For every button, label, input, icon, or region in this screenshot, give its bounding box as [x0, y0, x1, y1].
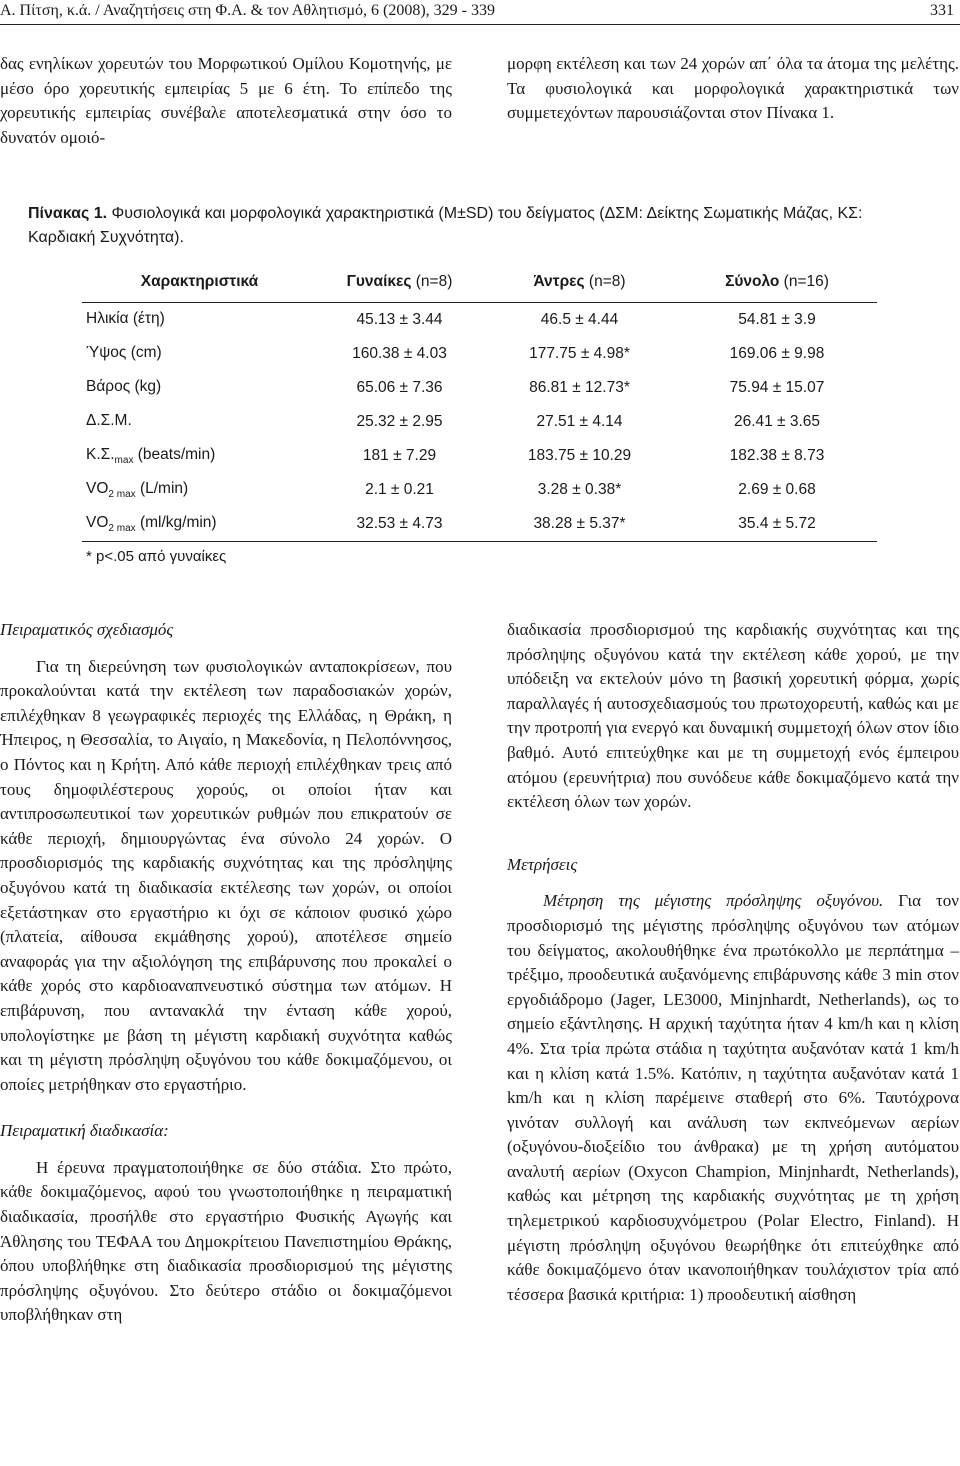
cell-total: 182.38 ± 8.73: [729, 447, 825, 464]
cell-women: 45.13 ± 3.44: [356, 311, 443, 328]
running-header: [0, 0, 960, 24]
table-row: [82, 371, 877, 405]
row-label: $VO_{2 max}$ (ml/kg/min): [82, 507, 317, 542]
procedure-paragraph: Η έρευνα πραγματοποιήθηκε σε δύο στάδια. Στο πρώτο, κάθε δοκιμαζόμενος, αφού του γνωστοποιήθηκε η πειραματική διαδικασία, προσήλθε στο εργαστήριο Φυσικής Αγωγής και Άθλησης του ΤΕΦΑΑ του Δημοκρίτειου Πανεπιστημίου Θράκης, όπου υποβλήθηκε στη διαδικασία προσδιορισμού της μέγιστης πρόσληψης οξυγόνου. Στο δεύτερο στάδιο οι δοκιμαζόμενοι υποβλήθηκαν στη: [0, 1157, 452, 1325]
row-label: Βάρος (kg): [86, 377, 162, 395]
cell-men: 46.5 ± 4.44: [540, 311, 619, 328]
table-caption: [28, 202, 933, 250]
cell-total: 169.06 ± 9.98: [729, 345, 825, 362]
table-header-row: [82, 262, 877, 303]
cell-total: 75.94 ± 15.07: [729, 379, 825, 396]
cell-men: 38.28 ± 5.37*: [482, 507, 677, 542]
table-row: [82, 303, 877, 338]
cell-total: 2.69 ± 0.68: [738, 481, 816, 498]
table-caption-label: Πίνακας 1.: [28, 205, 108, 222]
table-footnote: * p<.05 από γυναίκες: [86, 548, 227, 565]
procedure-continued-paragraph: διαδικασία προσδιορισμού της καρδιακής συχνότητας και της πρόσληψης οξυγόνου κατά την εκτέλεση κάθε χορού, με την υπόδειξη να εκτελούν μόνο τη βασική χορευτική φόρμα, χωρίς παραλλαγές ή αυτοσχεδιασμούς του πρωτοχορευτή, καθώς και με την προτροπή για ενεργό και δυναμική συμμετοχή όλων στον ίδιο βαθμό. Αυτό επιτεύχθηκε και με τη συμμετοχή ενός έμπειρου ατόμου (ερευνήτρια) που συνόδευε κάθε δοκιμαζόμενο κατά την εκτέλεση όλων των χορών.: [507, 620, 959, 812]
cell-men: 183.75 ± 10.29: [527, 447, 632, 464]
running-title: Α. Πίτση, κ.ά. / Αναζητήσεις στη Φ.Α. & τον Αθλητισμό, 6 (2008), 329 - 339: [0, 2, 495, 19]
design-paragraph: Για τη διερεύνηση των φυσιολογικών ανταποκρίσεων, που προκαλούνται κατά την εκτέλεση των παραδοσιακών χορών, επιλέχθηκαν 8 γεωγραφικές περιοχές της Ελλάδας, η Θράκη, η Ήπειρος, η Θεσσαλία, το Αιγαίο, η Μακεδονία, η Πελοπόννησος, ο Πόντος και η Κρήτη. Από κάθε περιοχή επιλέχθηκαν τρεις από τους δημοφιλέστερους χορούς, οι οποίοι ήταν και αντιπροσωπευτικοί των χορευτικών ρυθμών που επικρατούν σε κάθε περιοχή, δημιουργώντας ένα σύνολο 24 χορών. Ο προσδιορισμός της καρδιακής συχνότητας και της πρόσληψης οξυγόνου κατά τη διαδικασία εκτέλεσης των χορών, οι οποίοι εξετάστηκαν στο εργαστήριο κι όχι σε κάποιον φυσικό χώρο (πλατεία, αίθουσα εκμάθησης χορού), αποτέλεσε σημείο αναφοράς για την αξιολόγηση της επιβάρυνσης που προκαλεί ο κάθε χορός στο καρδιοαναπνευστικό σύστημα των ατόμων. Η επιβάρυνση, που αντανακλά την ένταση κάθε χορού, υπολογίστηκε με βάση τη μέγιστη καρδιακή συχνότητα καθώς και τη μέγιστη πρόσληψη οξυγόνου του κάθε δοκιμαζόμενου, οι οποίες μετρήθηκαν στο εργαστήριο.: [0, 656, 452, 1094]
table-caption-text: Φυσιολογικά και μορφολογικά χαρακτηριστικά (M±SD) του δείγματος (ΔΣΜ: Δείκτης Σωματικής Μάζας, ΚΣ: Καρδιακή Συχνότητα).: [28, 205, 863, 246]
table-row: [82, 473, 877, 507]
section-heading-design: Πειραματικός σχεδιασμός: [0, 620, 174, 639]
spacer: [0, 1097, 452, 1119]
cell-women: 65.06 ± 7.36: [356, 379, 443, 396]
bottom-left-column: [0, 618, 452, 1328]
table-header-cell: Σύνολο (n=16): [677, 262, 877, 303]
row-label: $VO_{2 max}$ (L/min): [86, 479, 189, 501]
cell-women: 32.53 ± 4.73: [317, 507, 482, 542]
row-label: Ηλικία (έτη): [86, 309, 165, 327]
measurement-subheading: Μέτρηση της μέγιστης πρόσληψης οξυγόνου.: [543, 891, 884, 911]
header-rule: [0, 24, 960, 25]
cell-men: 3.28 ± 0.38*: [537, 481, 622, 498]
bottom-right-column: [507, 618, 959, 1307]
row-label: $K.\Sigma._{max}$ (beats/min): [86, 445, 216, 467]
table-header-cell: Άντρες (n=8): [482, 262, 677, 303]
section-heading-measurements: Μετρήσεις: [507, 854, 578, 874]
page-number: 331: [930, 2, 954, 19]
section-heading-procedure: Πειραματική διαδικασία:: [0, 1121, 169, 1141]
top-left-column: [0, 52, 452, 150]
cell-women: 25.32 ± 2.95: [356, 413, 443, 430]
table-row: [82, 405, 877, 439]
cell-total: 26.41 ± 3.65: [733, 413, 821, 430]
cell-men: 86.81 ± 12.73*: [529, 379, 630, 396]
table-row: [82, 439, 877, 473]
measurement-text: Για τον προσδιορισμό της μέγιστης πρόσληψης οξυγόνου των ατόμων του δείγματος, ακολουθήθηκε ένα πρωτόκολλο με περπάτημα – τρέξιμο, προοδευτικά αυξανόμενης επιβάρυνσης κάθε 3 min στον εργοδιάδρομο (Jager, LE3000, Minjnhardt, Netherlands), ως το σημείο εξάντλησης. Η αρχική ταχύτητα ήταν 4 km/h και η κλίση 4%. Στα τρία πρώτα στάδια η ταχύτητα αυξανόταν κατά 1 km/h και η κλίση κατά 1.5%. Κατόπιν, η ταχύτητα αυξανόταν κατά 1 km/h και η κλίση παρέμεινε σταθερή στο 6%. Ταυτόχρονα γινόταν συλλογή και ανάλυση των εκπνεόμενων αερίων (οξυγόνου-διοξείδιο του άνθρακα) με τη χρήση αυτόματου αναλυτή αερίων (Oxycon Champion, Minjnhardt, Netherlands), καθώς και μέτρηση της καρδιακής συχνότητας με τη χρήση τηλεμετρικού καρδιοσυχνόμετρου (Polar Electro, Finland). Η μέγιστη πρόσληψη οξυγόνου θεωρήθηκε ότι επιτεύχθηκε από κάθε δοκιμαζόμενο όταν ικανοποιήθηκαν τουλάχιστον τρία από τέσσερα βασικά κριτήρια: 1) προοδευτική αίσθηση: [507, 891, 959, 1304]
measurement-paragraph: [507, 889, 959, 1307]
cell-women: 181 ± 7.29: [362, 447, 437, 464]
cell-total: 54.81 ± 3.9: [738, 311, 816, 328]
table-header-cell: Γυναίκες (n=8): [317, 262, 482, 303]
top-right-column: [507, 52, 959, 126]
row-label: Δ.Σ.Μ.: [86, 411, 132, 429]
top-left-paragraph: δας ενηλίκων χορευτών του Μορφωτικού Ομίλου Κομοτηνής, με μέσο όρο χορευτικής εμπειρίας 5 με 6 έτη. Το επίπεδο της χορευτικής εμπειρίας συνέβαλε αποτελεσματικά στην όσο το δυνατόν ομοιό-: [0, 54, 452, 147]
characteristics-table: [82, 262, 877, 542]
table-row: [82, 337, 877, 371]
cell-men: 27.51 ± 4.14: [536, 413, 623, 430]
cell-men: 177.75 ± 4.98*: [529, 345, 630, 362]
table-row: [82, 507, 877, 542]
table-header-cell: Χαρακτηριστικά: [82, 262, 317, 303]
top-right-paragraph: μορφη εκτέλεση και των 24 χορών απ΄ όλα τα άτομα της μελέτης. Τα φυσιολογικά και μορφολογικά χαρακτηριστικά των συμμετεχόντων παρουσιάζονται στον Πίνακα 1.: [507, 54, 959, 123]
cell-total: 35.4 ± 5.72: [677, 507, 877, 542]
cell-women: 160.38 ± 4.03: [352, 345, 447, 362]
row-label: Ύψος (cm): [86, 343, 162, 361]
cell-women: 2.1 ± 0.21: [365, 481, 434, 498]
